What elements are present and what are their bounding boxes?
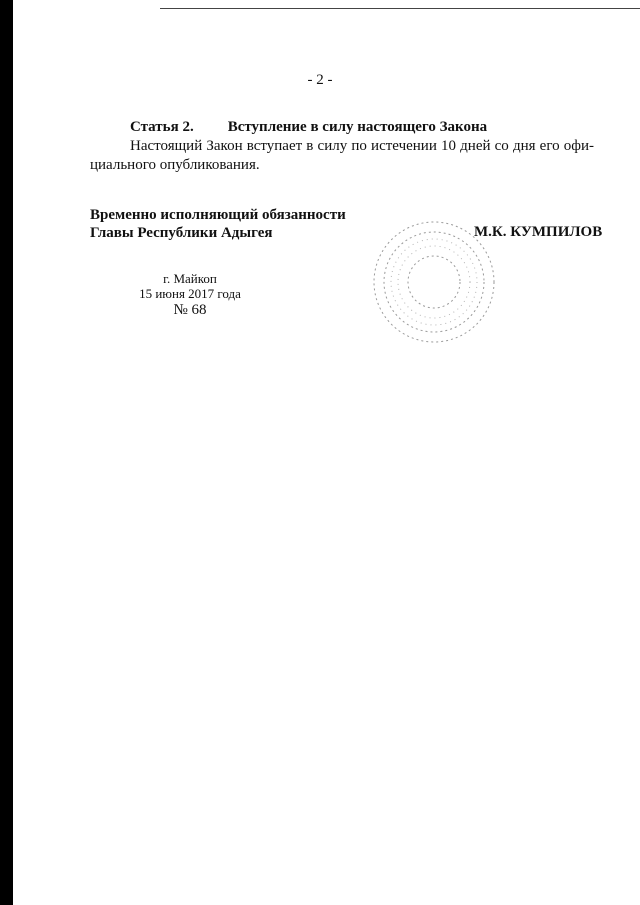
article-body xyxy=(90,137,594,175)
page-number: - 2 - xyxy=(307,72,333,88)
scan-edge-bar xyxy=(0,0,13,905)
signer-name: М.К. КУМПИЛОВ xyxy=(474,224,603,240)
article-body-line-2: циального опубликования. xyxy=(90,157,260,173)
article-number: Статья 2. xyxy=(130,119,194,135)
city: г. Майкоп xyxy=(163,271,217,286)
signer-title-line-1: Временно исполняющий обязанности xyxy=(90,207,346,223)
seal-icon xyxy=(362,218,502,348)
article-heading xyxy=(130,119,487,136)
signer-title xyxy=(90,206,346,242)
article-body-line-1: Настоящий Закон вступает в силу по истечении 10 дней со дня его офи- xyxy=(130,138,594,154)
signer-title-line-2: Главы Республики Адыгея xyxy=(90,225,273,241)
article-title: Вступление в силу настоящего Закона xyxy=(227,119,488,135)
document-number: № 68 xyxy=(173,302,207,318)
scan-top-line xyxy=(160,8,640,9)
place-date-block xyxy=(120,271,260,320)
date: 15 июня 2017 года xyxy=(139,286,241,301)
